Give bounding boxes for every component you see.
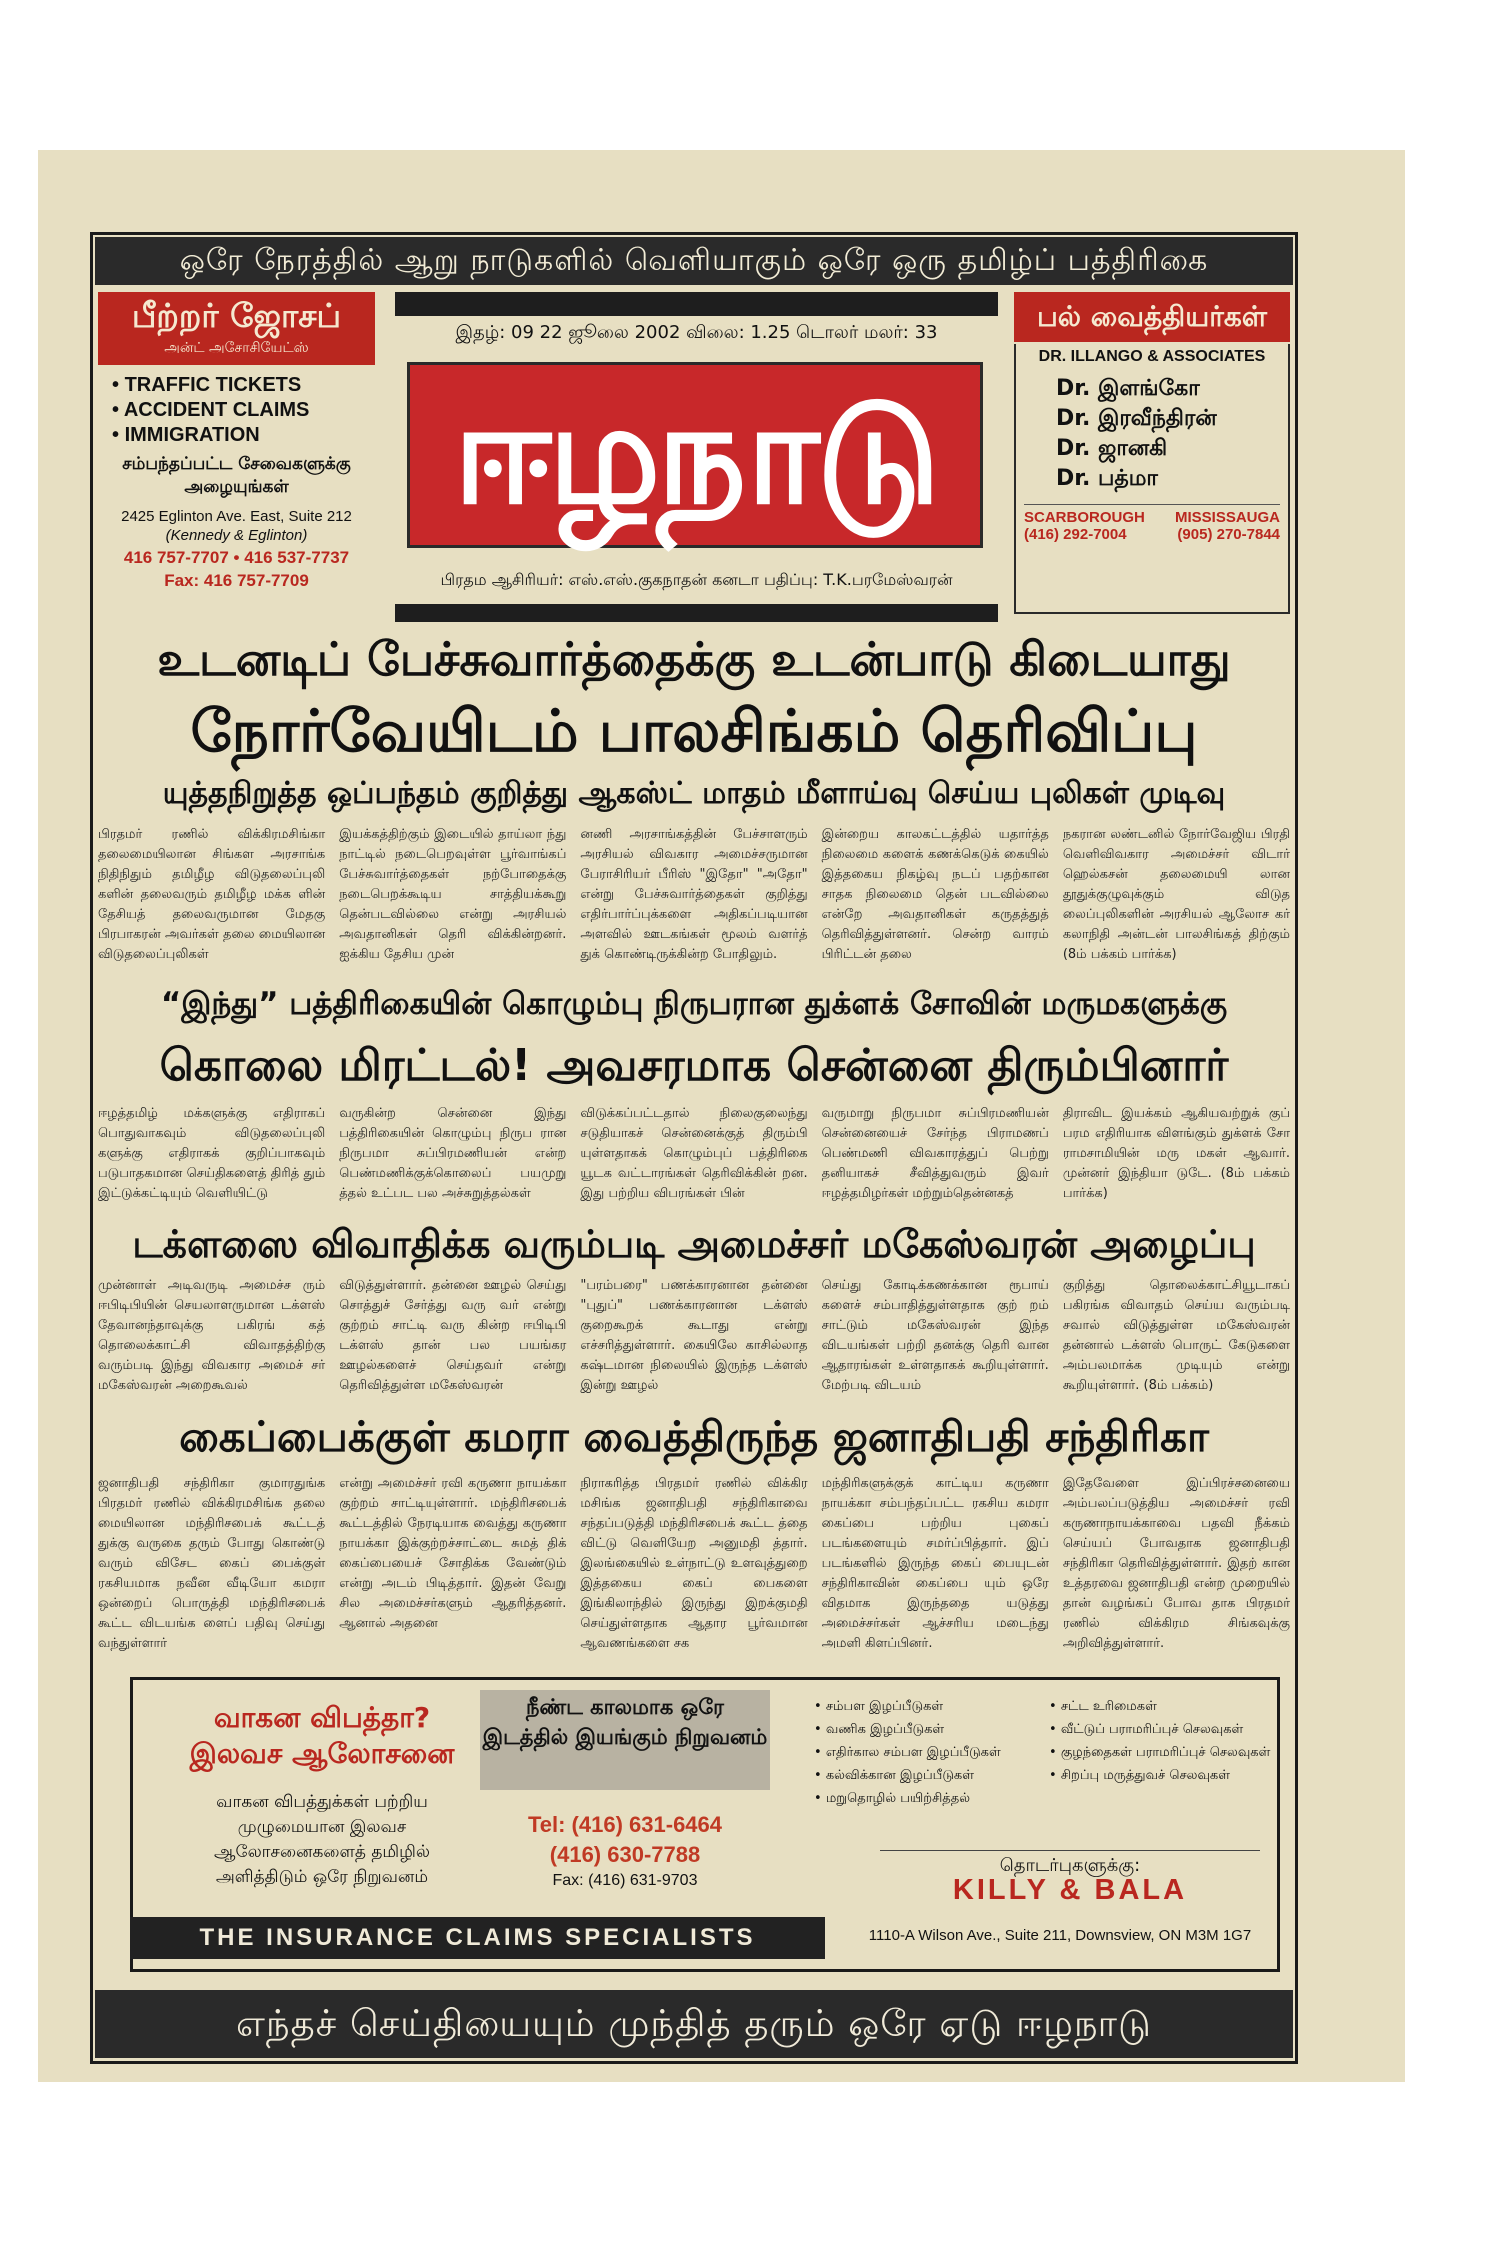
ad-left-address-2: (Kennedy & Eglinton) xyxy=(165,527,308,544)
story2-headline-1: “இந்து” பத்திரிகையின் கொழும்பு நிருபரான துக்ளக் சோவின் மருமகளுக்கு xyxy=(160,986,1228,1022)
doctor-name: Dr. பத்மா xyxy=(1056,466,1158,491)
ad-left-address-1: 2425 Eglinton Ave. East, Suite 212 xyxy=(121,508,352,525)
service-item: • வணிக இழப்பீடுகள் xyxy=(814,1718,1044,1741)
article-column: ஈழத்தமிழ் மக்களுக்கு எதிராகப் பொதுவாகவும் விடுதலைப்புலி களுக்கு எதிராகக் குறிப்பாகவும் படுபாதகமான செய்திகளைத் திரித் தும் இட்டுக்கட்டியும் வெளியிட்டு xyxy=(98,1106,326,1201)
doctor-list xyxy=(1056,374,1280,494)
ad-offer-text: இலவச ஆலோசனை xyxy=(189,1737,455,1770)
bottom-slogan: எந்தச் செய்தியையும் முந்தித் தரும் ஒரே ஏடு ஈழநாடு xyxy=(95,1990,1293,2058)
ad-services-a xyxy=(800,1695,1044,1810)
story4-headline: கைப்பைக்குள் கமரா வைத்திருந்த ஜனாதிபதி சந்திரிகா xyxy=(179,1412,1209,1461)
ad-tagline: THE INSURANCE CLAIMS SPECIALISTS xyxy=(130,1917,825,1959)
article-column: விடுக்கப்பட்டதால் நிலைகுலைந்து சடுதியாகச் சென்னைக்குத் திரும்பி யுள்ளதாகக் கொழும்புப் பத்திரிகை யூடக வட்டாரங்கள் தெரிவிக்கின் றன. இது பற்றிய விபரங்கள் பின் xyxy=(580,1106,808,1201)
article-column: ஜனாதிபதி சந்திரிகா குமாரதுங்க பிரதமர் ரணில் விக்கிரமசிங்க தலை மையிலான மந்திரிசபைக் கூட்டத் துக்கு வருகை தரும் போது கொண்டு வரும் விசேட கைப் பைக்குள் ரகசியமாக நவீன வீடியோ கமரா ஒன்றைப் பொருத்தி மந்திரிசபைக் கூட்ட விடயங்க ளைப் பதிவு செய்து வந்துள்ளார் xyxy=(98,1476,326,1651)
ad-contact-label: தொடர்புகளுக்கு: xyxy=(880,1850,1260,1878)
ad-right-dentists xyxy=(1014,292,1290,618)
doctor-name: Dr. இளங்கோ xyxy=(1056,376,1200,401)
ad-left-sub: அன்ட் அசோசியேட்ஸ் xyxy=(164,340,309,356)
ad-telephones xyxy=(480,1810,770,1870)
masthead-rule-bottom xyxy=(395,604,998,622)
clinic-locations xyxy=(1024,504,1280,526)
ad-left-phones: 416 757-7707 • 416 537-7737 xyxy=(123,548,350,567)
ad-left-services xyxy=(98,373,375,448)
clinic-phones xyxy=(1024,526,1280,543)
article-column: என்று அமைச்சர் ரவி கருணா நாயக்கா குற்றம் சாட்டியுள்ளார். மந்திரிசபைக் கூட்டத்தில் நேரடியாக வைத்து கருணா நாயக்கா இக்குற்றச்சாட்டை சுமத் திக் கைப்பையைச் சோதிக்க வேண்டும் என்று அடம் பிடித்தார். இதன் வேறு சில அமைச்சர்களும் ஆதரித்தனர். ஆனால் அதனை xyxy=(339,1476,567,1631)
ad-left-name: பீற்றர் ஜோசப் xyxy=(131,296,342,335)
top-banner: ஒரே நேரத்தில் ஆறு நாடுகளில் வெளியாகும் ஒரே ஒரு தமிழ்ப் பத்திரிகை xyxy=(95,237,1293,285)
service-item: • எதிர்கால சம்பள இழப்பீடுகள் xyxy=(814,1741,1044,1764)
ad-address: 1110-A Wilson Ave., Suite 211, Downsview, ON M3M 1G7 xyxy=(868,1927,1252,1944)
article-column: நிராகரித்த பிரதமர் ரணில் விக்கிர மசிங்க ஜனாதிபதி சந்திரிகாவை சந்தப்படுத்தி மந்திரிசபைக் கூட்ட த்தை விட்டு வெளியேற அனுமதி த்தார். இலங்கையில் உள்நாட்டு உளவுத்துறை இத்தகைய கைப் பைகளை இங்கிலாந்தில் இருந்து இறக்குமதி செய்துள்ளதாக ஆதார பூர்வமான ஆவணங்களை சக xyxy=(580,1476,808,1651)
service-item: • குழந்தைகள் பராமரிப்புச் செலவுகள் xyxy=(1049,1741,1284,1764)
clinic-name: DR. ILLANGO & ASSOCIATES xyxy=(1038,348,1266,365)
ad-question-text: வாகன விபத்தா? xyxy=(213,1701,431,1734)
service-item: • மறுதொழில் பயிற்சித்தல் xyxy=(814,1787,1044,1810)
article-column: திராவிட இயக்கம் ஆகியவற்றுக் குப் பரம எதிரியாக விளங்கும் துக்ளக் சோ ராமசாமியின் மரு மகள் ஆவார். முன்னர் இந்தியா டுடே. (8ம் பக்கம் பார்க்க) xyxy=(1062,1106,1291,1201)
masthead-rule-top xyxy=(395,292,998,316)
ad-left-fax: Fax: 416 757-7709 xyxy=(164,571,309,590)
doctor-name: Dr. இரவீந்திரன் xyxy=(1056,406,1217,431)
issue-line: இதழ்: 09 22 ஜூலை 2002 விலை: 1.25 டொலர் மலர்: 33 xyxy=(455,322,938,343)
ad-left-lawyer xyxy=(98,292,375,608)
service-item: • IMMIGRATION xyxy=(112,423,375,448)
service-item: • சம்பள இழப்பீடுகள் xyxy=(814,1695,1044,1718)
service-item: • ACCIDENT CLAIMS xyxy=(112,398,375,423)
story4-body xyxy=(98,1474,1290,1656)
story2-body xyxy=(98,1104,1290,1206)
location-mississauga: MISSISSAUGA xyxy=(1174,509,1280,526)
article-column: நகரான லண்டனில் நோர்வேஜிய பிரதி வெளிவிவகார அமைச்சர் விடார் ஹெல்கசன் தலைமையி லான தூதுக்குழுவுக்கும் விடுத லைப்புலிகளின் அரசியல் ஆலோச கர் கலாநிதி அன்டன் பாலசிங்கத் திற்கும் (8ம் பக்கம் பார்க்க) xyxy=(1062,827,1291,962)
story3-body xyxy=(98,1276,1291,1393)
article-column: குறித்து தொலைக்காட்சியூடாகப் பகிரங்க விவாதம் செய்ய வரும்படி சவால் விடுத்துள்ள மகேஸ்வரன் தன்னால் டக்ளஸ் பொருட் கேடுகளை அம்பலமாக்க முடியும் என்று கூறியுள்ளார். (8ம் பக்கம்) xyxy=(1062,1278,1291,1393)
article-column: இயக்கத்திற்கும் இடையில் தாய்லா ந்து நாட்டில் நடைபெறவுள்ள பூர்வாங்கப் பேச்சுவார்த்தைகள் நற்போதைக்கு நடைபெறக்கூடிய சாத்தியக்கூறு தென்படவில்லை என்று அரசியல் அவதானிகள் தெரி விக்கின்றனர். ஐக்கிய தேசிய முன் xyxy=(339,827,567,962)
phone-mississauga: (905) 270-7844 xyxy=(1177,526,1280,543)
article-column: முன்னாள் அடிவருடி அமைச்ச ரும் ஈபிடிபியின் செயலாளருமான டக்ளஸ் தேவானந்தாவுக்கு பகிரங் கத் தொலைக்காட்சி விவாதத்திற்கு வரும்படி இந்து விவகார அமைச் சர் மகேஸ்வரன் அறைகூவல் xyxy=(98,1278,326,1393)
ad-right-box xyxy=(1014,344,1290,614)
doctor-name: Dr. ஜானகி xyxy=(1056,436,1168,461)
ad-right-title: பல் வைத்தியர்கள் xyxy=(1014,292,1290,342)
location-scarborough: SCARBOROUGH xyxy=(1024,509,1145,526)
ad-left-header xyxy=(98,292,375,365)
service-item: • TRAFFIC TICKETS xyxy=(112,373,375,398)
ad-question xyxy=(172,1700,472,1772)
ad-fax: Fax: (416) 631-9703 xyxy=(552,1872,698,1889)
ad-description: வாகன விபத்துக்கள் பற்றிய முழுமையான இலவச ஆலோசனைகளைத் தமிழில் அளித்திடும் ஒரே நிறுவனம் xyxy=(214,1792,430,1887)
article-column: மந்திரிகளுக்குக் காட்டிய கருணா நாயக்கா சம்பந்தப்பட்ட ரகசிய கமரா கைப்பை பற்றிய புகைப் படங்களையும் சமர்ப்பித்தார். இப் படங்களில் இருந்த கைப் பையுடன் சந்திரிகாவின் கைப்பை யும் ஒரே விதமாக இருந்ததை யடுத்து அமைச்சர்கள் ஆச்சரிய மடைந்து அமளி கிளப்பினர். xyxy=(821,1476,1049,1651)
ad-since-box: நீண்ட காலமாக ஒரே இடத்தில் இயங்கும் நிறுவனம் xyxy=(480,1690,770,1790)
article-column: "பரம்பரை" பணக்காரனான தன்னை "புதுப்" பணக்காரனான டக்ளஸ் குறைகூறக் கூடாது என்று எச்சரித்துள்ளார். கையிலே காசில்லாத கஷ்டமான நிலையில் இருந்த டக்ளஸ் இன்று ஊழல் xyxy=(580,1278,808,1393)
ad-left-related: சம்பந்தப்பட்ட சேவைகளுக்கு அழையுங்கள் xyxy=(122,454,351,497)
article-column: செய்து கோடிக்கணக்கான ரூபாய் களைச் சம்பாதித்துள்ளதாக குற் றம் சாட்டும் மகேஸ்வரன் இந்த விடயங்கள் பற்றி தனக்கு தெரி வான ஆதாரங்கள் உள்ளதாகக் கூறியுள்ளார். மேற்படி விடயம் xyxy=(821,1278,1049,1393)
service-item: • சிறப்பு மருத்துவச் செலவுகள் xyxy=(1049,1764,1284,1787)
ad-services-b xyxy=(1035,1695,1284,1787)
article-column: பிரதமர் ரணில் விக்கிரமசிங்கா தலைமையிலான சிங்கள அரசாங்க நிதிநிதும் தமிழீழ விடுதலைப்புலி களின் தலைவரும் தமிழீழ மக்க ளின் தேசியத் தலைவருமான மேதகு பிரபாகரன் அவர்கள் தலை மையிலான விடுதலைப்புலிகள் xyxy=(98,827,326,962)
story2-headline-2: கொலை மிரட்டல்! அவசரமாக சென்னை திரும்பினார் xyxy=(159,1040,1229,1091)
article-column: இன்றைய காலகட்டத்தில் யதார்த்த நிலைமை களைக் கணக்கெடுக் கையில் இத்தகைய நிகழ்வு நடப் பதற்கான சாதக நிலைமை தென் படவில்லை என்றே அவதானிகள் கருதத்துத் தெரிவித்துள்ளனர். சென்ற வாரம் பிரிட்டன் தலை xyxy=(821,827,1049,962)
ad-tel-2: (416) 630-7788 xyxy=(549,1842,701,1867)
phone-scarborough: (416) 292-7004 xyxy=(1024,526,1127,543)
ad-brand: KILLY & BALA xyxy=(952,1874,1188,1906)
article-column: வருகின்ற சென்னை இந்து பத்திரிகையின் கொழும்பு நிருப ரான நிருபமா சுப்பிரமணியன் என்ற பெண்மணிக்குக்கொலைப் பயமுறு த்தல் உட்பட பல அச்சுறுத்தல்கள் xyxy=(339,1106,567,1201)
article-column: வருமாறு நிருபமா சுப்பிரமணியன் சென்னையைச் சேர்ந்த பிராமணப் பெண்மணி விவகாரத்துப் பெற்று தனியாகச் சீவித்துவரும் இவர் ஈழத்தமிழர்கள் மற்றும்தென்னகத் xyxy=(821,1106,1049,1201)
article-column: இதேவேளை இப்பிரச்சனையை அம்பலப்படுத்திய அமைச்சர் ரவி கருணாநாயக்காவை பதவி நீக்கம் செய்யப் போவதாக ஜனாதிபதி சந்திரிகா தெரிவித்துள்ளார். இதற் கான உத்தரவை ஜனாதிபதி என்ற முறையில் தான் வழங்கப் போவ தாக பிரதமர் ரணில் விக்கிரம சிங்கவுக்கு அறிவித்துள்ளார். xyxy=(1062,1476,1291,1651)
story3-headline: டக்ளஸை விவாதிக்க வரும்படி அமைச்சர் மகேஸ்வரன் அழைப்பு xyxy=(132,1222,1256,1266)
story1-body xyxy=(98,825,1291,962)
editors-line: பிரதம ஆசிரியர்: எஸ்.எஸ்.குகநாதன் கனடா பதிப்பு: T.K.பரமேஸ்வரன் xyxy=(440,570,953,589)
ad-tel-1: Tel: (416) 631-6464 xyxy=(527,1812,723,1837)
newspaper-logo: ஈழநாடு xyxy=(407,362,983,548)
article-column: விடுத்துள்ளார். தன்னை ஊழல் செய்து சொத்துச் சேர்த்து வரு வர் என்று குற்றம் சாட்டி வரு கின்ற ஈபிடிபி டக்ளஸ் தான் பல பயங்கர ஊழல்களைச் செய்தவர் என்று தெரிவித்துள்ள மகேஸ்வரன் xyxy=(339,1278,567,1393)
service-item: • கல்விக்கான இழப்பீடுகள் xyxy=(814,1764,1044,1787)
service-item: • வீட்டுப் பராமரிப்புச் செலவுகள் xyxy=(1049,1718,1284,1741)
story1-subhead: யுத்தநிறுத்த ஒப்பந்தம் குறித்து ஆகஸ்ட் மாதம் மீளாய்வு செய்ய புலிகள் முடிவு xyxy=(162,776,1226,811)
story1-headline-2: நோர்வேயிடம் பாலசிங்கம் தெரிவிப்பு xyxy=(190,697,1198,765)
service-item: • சட்ட உரிமைகள் xyxy=(1049,1695,1284,1718)
story1-headline-1: உடனடிப் பேச்சுவார்த்தைக்கு உடன்பாடு கிடையாது xyxy=(157,632,1231,686)
article-column: னணி அரசாங்கத்தின் பேச்சாளரும் அரசியல் விவகார அமைச்சருமான பேராசிரியர் பீரிஸ் "இதோ" "அதோ" என்று பேச்சுவார்த்தைகள் குறித்து எதிர்பார்ப்புக்களை அதிகப்படியான அளவில் ஊடகங்கள் மூலம் வளர்த் துக் கொண்டிருக்கின்ற போதிலும். xyxy=(580,827,808,962)
